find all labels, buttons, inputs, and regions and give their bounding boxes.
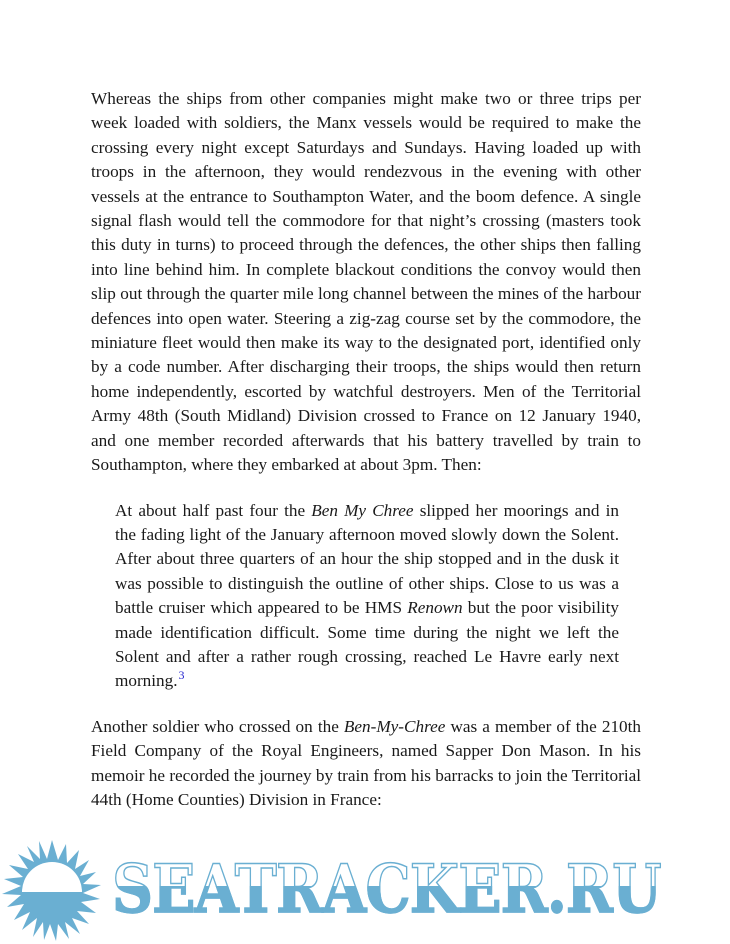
quote-text-1: At about half past four the (115, 500, 312, 520)
paragraph-convoy-routine: Whereas the ships from other companies might make two or three trips per week loaded with soldiers, the Manx vessels would be required to make the crossing every night except Saturdays and Sundays. Having loaded up with troops in the afternoon, they would rendezvous in the evening with other vessels at the entrance to Southampton Water, and the boom defence. A single signal flash would tell the commodore for that night’s crossing (masters took this duty in turns) to proceed through the defences, the other ships then falling into line behind him. In complete blackout conditions the convoy would then slip out through the quarter mile long channel between the mines of the harbour defences into open water. Steering a zig-zag course set by the commodore, the miniature fleet would then make its way to the designated port, identified only by a code number. After discharging their troops, the ships would then return home independently, escorted by watchful destroyers. Men of the Territorial Army 48th (South Midland) Division crossed to France on 12 January 1940, and one member recorded afterwards that his battery travelled by train to Southampton, where they embarked at about 3pm. Then: (91, 89, 641, 475)
sun-icon (0, 838, 112, 944)
watermark-text: SEATRACKER.RU (112, 850, 661, 928)
quote-text-2: slipped her moorings and in the fading light of the January afternoon moved slowly down the Solent. After about three quarters of an hour the ship stopped and in the dusk it was possible to distinguish the outline of other ships. Close to us was a battle cruiser which appeared to be HMS (115, 500, 619, 618)
ship-name-ben-my-chree-hyphen: Ben-My-Chree (343, 716, 446, 736)
p2-text-2: was a member of the 210th Field Company of the Royal Engineers, named Sapper Don Mason. In his memoir he recorded the journey by train from his barracks to join the Territorial 44th (Home Counties) Division in France: (91, 716, 641, 809)
p2-text-1: Another soldier who crossed on the (91, 716, 344, 736)
document-page (91, 87, 641, 812)
seatracker-watermark (0, 838, 730, 944)
ship-name-renown: Renown (407, 598, 463, 618)
block-quote (115, 499, 619, 694)
footnote-link[interactable]: 3 (178, 668, 185, 683)
quote-text-3: but the poor visibility made identification difficult. Some time during the night we left the Solent and after a rather rough crossing, reached Le Havre early next morning. (115, 598, 619, 691)
ship-name-ben-my-chree: Ben My Chree (311, 500, 414, 520)
paragraph-don-mason (91, 715, 641, 813)
